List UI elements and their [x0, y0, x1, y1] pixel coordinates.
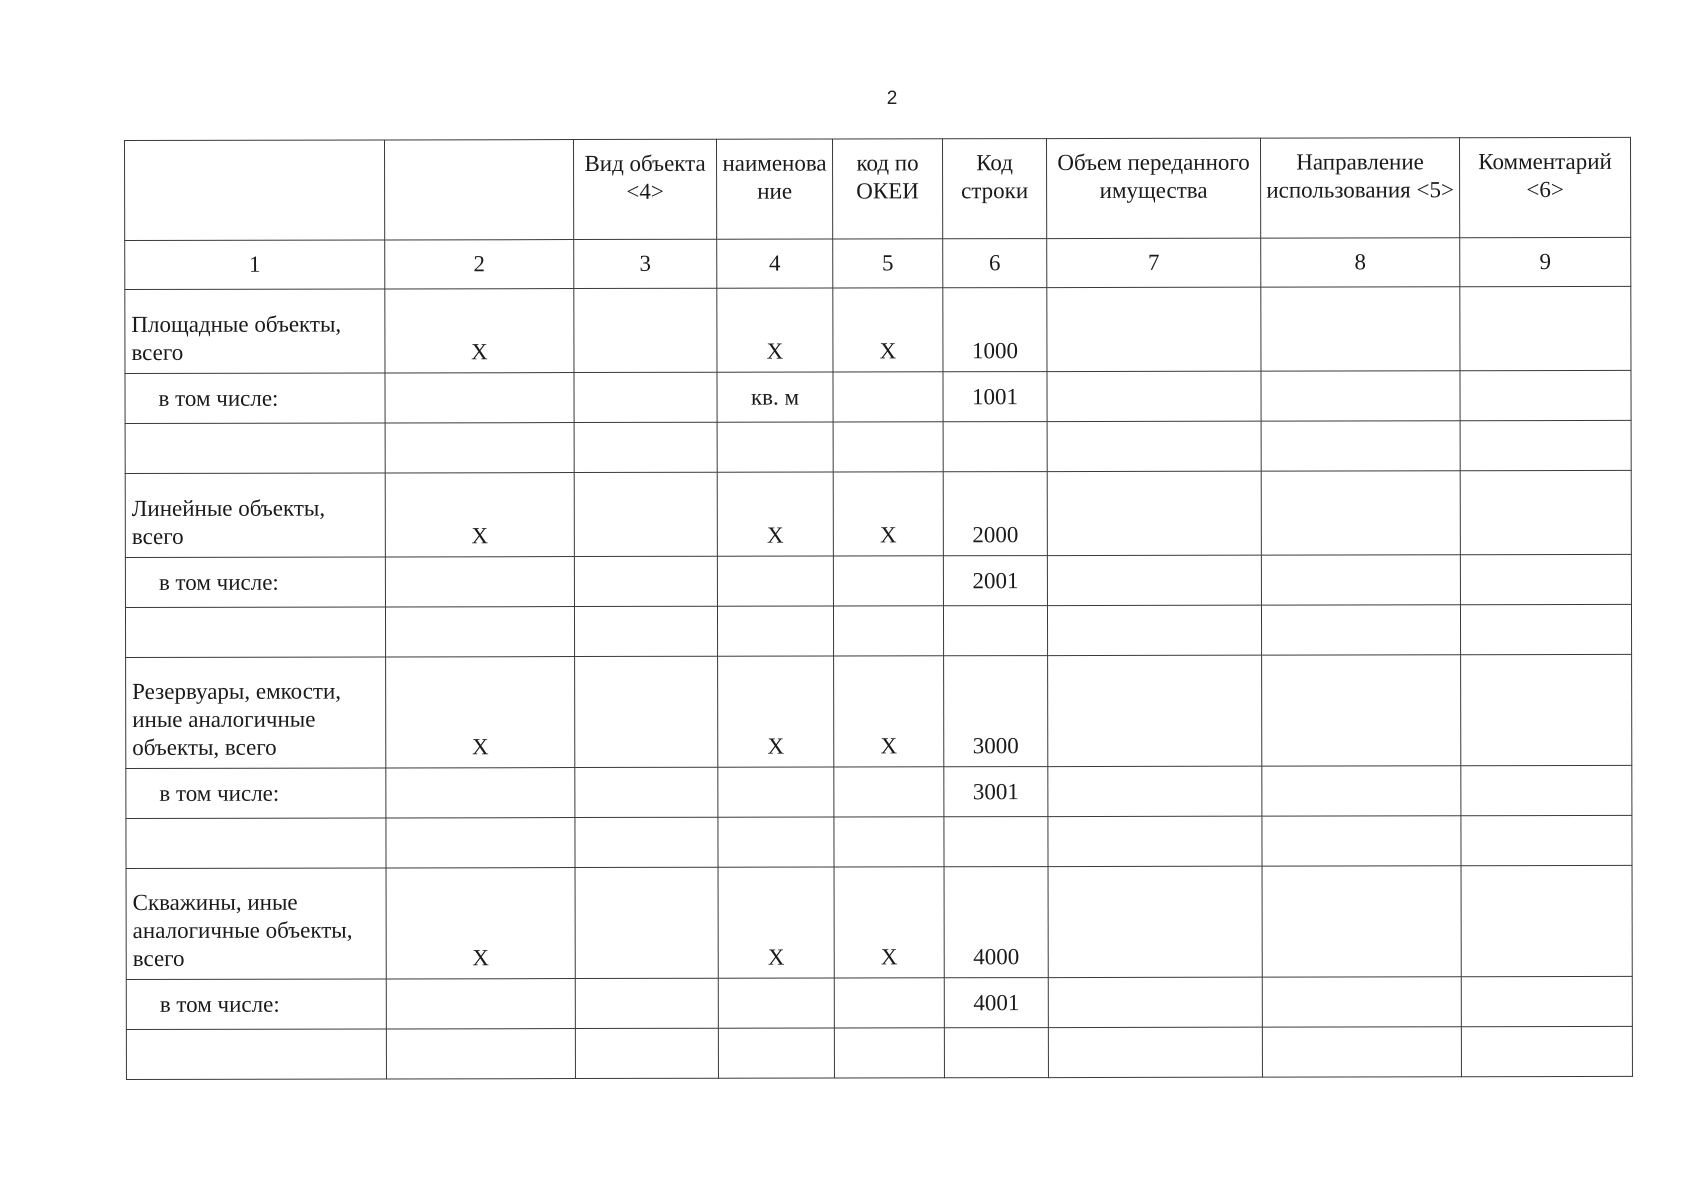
row-name: в том числе:	[126, 979, 386, 1030]
cell-col8	[1261, 471, 1460, 555]
table-row-total	[125, 470, 1631, 557]
table-row-empty	[126, 1026, 1632, 1079]
empty-cell	[944, 817, 1048, 867]
empty-cell	[385, 423, 574, 473]
cell-col9	[1460, 554, 1631, 604]
table-row-empty	[125, 604, 1631, 657]
empty-cell	[385, 607, 574, 657]
row-name: Скважины, иные аналогичные объекты, всего	[126, 868, 386, 980]
empty-cell	[834, 817, 944, 867]
cell-col5	[833, 372, 943, 422]
empty-cell	[126, 818, 386, 869]
cell-col3	[574, 472, 717, 556]
table-row-total	[126, 654, 1632, 768]
cell-col4: X	[717, 472, 833, 556]
empty-cell	[943, 606, 1047, 656]
cell-col2: X	[385, 473, 574, 557]
table-row-empty	[125, 420, 1631, 473]
column-number: 3	[574, 239, 717, 288]
page-number: 2	[886, 88, 898, 109]
cell-col9	[1460, 470, 1631, 554]
row-name: в том числе:	[126, 768, 386, 819]
cell-line-code: 3000	[944, 656, 1048, 767]
column-number: 5	[833, 239, 943, 288]
cell-col7	[1047, 471, 1261, 555]
cell-col4: кв. м	[717, 372, 833, 422]
empty-cell	[1461, 815, 1632, 865]
cell-col4: X	[717, 288, 833, 372]
empty-cell	[717, 606, 833, 656]
cell-line-code: 2001	[943, 556, 1047, 606]
row-name: Линейные объекты, всего	[125, 473, 385, 558]
table-row-sub	[125, 554, 1631, 607]
cell-col4: X	[718, 867, 834, 978]
cell-col5: X	[833, 288, 943, 372]
empty-cell	[834, 1028, 944, 1078]
empty-cell	[943, 422, 1047, 472]
column-number: 6	[943, 239, 1047, 288]
cell-col9	[1461, 654, 1632, 765]
empty-cell	[386, 1029, 575, 1079]
cell-col9	[1460, 370, 1631, 420]
cell-col8	[1261, 287, 1460, 371]
cell-col7	[1048, 655, 1262, 766]
row-name: Площадные объекты, всего	[125, 289, 385, 374]
property-table	[124, 137, 1633, 1080]
cell-col2	[386, 979, 575, 1029]
empty-cell	[1262, 816, 1461, 866]
column-number: 2	[385, 240, 574, 289]
header-comment: Комментарий <6>	[1459, 137, 1630, 237]
header-volume: Объем переданного имущества	[1046, 138, 1260, 238]
empty-cell	[833, 606, 943, 656]
empty-cell	[574, 422, 717, 472]
empty-cell	[1047, 421, 1261, 471]
cell-col2: X	[385, 289, 574, 373]
cell-col7	[1048, 866, 1262, 977]
table-row-sub	[126, 976, 1632, 1029]
cell-col3	[575, 867, 718, 978]
column-numbers-row	[125, 237, 1631, 289]
empty-cell	[574, 606, 717, 656]
cell-line-code: 4000	[944, 867, 1048, 978]
empty-cell	[944, 1028, 1048, 1078]
cell-col4: X	[718, 656, 834, 767]
table-row-total	[126, 865, 1632, 979]
empty-cell	[718, 1028, 834, 1078]
empty-cell	[125, 423, 385, 474]
empty-cell	[126, 1029, 386, 1080]
cell-line-code: 1000	[943, 288, 1047, 372]
column-number: 7	[1047, 238, 1261, 287]
cell-col5: X	[833, 472, 943, 556]
cell-col8	[1262, 977, 1461, 1027]
cell-col5	[833, 556, 943, 606]
cell-col2	[385, 557, 574, 607]
column-number: 1	[125, 240, 385, 290]
cell-col2	[386, 768, 575, 818]
cell-col9	[1461, 976, 1632, 1026]
empty-cell	[718, 817, 834, 867]
cell-line-code: 4001	[944, 978, 1048, 1028]
cell-col3	[574, 288, 717, 372]
cell-col3	[575, 767, 718, 817]
empty-cell	[1048, 816, 1262, 866]
empty-cell	[1262, 1027, 1461, 1077]
column-number: 9	[1460, 237, 1631, 286]
cell-col2	[385, 373, 574, 423]
cell-col8	[1261, 555, 1460, 605]
table-row-empty	[126, 815, 1632, 868]
column-number: 8	[1261, 238, 1460, 287]
empty-cell	[386, 818, 575, 868]
header-unit-name: наименование	[716, 139, 832, 239]
cell-col7	[1048, 977, 1262, 1027]
empty-cell	[717, 422, 833, 472]
cell-col2: X	[386, 868, 575, 979]
cell-col5	[834, 767, 944, 817]
cell-col7	[1047, 555, 1261, 605]
cell-col8	[1262, 766, 1461, 816]
header-line-code: Код строки	[942, 139, 1046, 239]
table-header-row	[125, 137, 1631, 240]
empty-cell	[1261, 421, 1460, 471]
empty-cell	[1047, 605, 1261, 655]
empty-cell	[1461, 1026, 1632, 1076]
cell-col8	[1262, 866, 1461, 977]
cell-col7	[1047, 287, 1261, 371]
empty-cell	[1048, 1027, 1262, 1077]
table-row-sub	[125, 370, 1631, 423]
row-name: Резервуары, емкости, иные аналогичные объекты, всего	[126, 657, 386, 769]
cell-col5	[834, 978, 944, 1028]
header-usage-direction: Направление использования <5>	[1260, 138, 1459, 238]
row-name: в том числе:	[125, 557, 385, 608]
cell-col9	[1461, 765, 1632, 815]
cell-line-code: 1001	[943, 372, 1047, 422]
cell-col3	[575, 978, 718, 1028]
empty-cell	[1261, 605, 1460, 655]
cell-col5: X	[834, 867, 944, 978]
cell-col8	[1262, 655, 1461, 766]
cell-col4	[718, 767, 834, 817]
cell-line-code: 3001	[944, 767, 1048, 817]
column-number: 4	[717, 239, 833, 288]
header-okei-code: код по ОКЕИ	[832, 139, 942, 239]
empty-cell	[1460, 420, 1631, 470]
cell-col7	[1048, 766, 1262, 816]
header-object-type: Вид объекта <4>	[574, 139, 717, 239]
empty-cell	[575, 817, 718, 867]
cell-line-code: 2000	[943, 472, 1047, 556]
table-row-sub	[126, 765, 1632, 818]
cell-col8	[1261, 371, 1460, 421]
empty-cell	[833, 422, 943, 472]
cell-col5: X	[834, 656, 944, 767]
empty-cell	[125, 607, 385, 658]
empty-cell	[1460, 604, 1631, 654]
cell-col4	[717, 556, 833, 606]
cell-col3	[574, 372, 717, 422]
cell-col3	[574, 556, 717, 606]
header-cell-2	[385, 140, 574, 240]
cell-col9	[1460, 286, 1631, 370]
table-row-total	[125, 286, 1631, 373]
header-cell-1	[125, 140, 385, 241]
cell-col7	[1047, 371, 1261, 421]
cell-col9	[1461, 865, 1632, 976]
cell-col3	[575, 656, 718, 767]
cell-col2: X	[386, 657, 575, 768]
empty-cell	[575, 1028, 718, 1078]
row-name: в том числе:	[125, 373, 385, 424]
cell-col4	[718, 978, 834, 1028]
